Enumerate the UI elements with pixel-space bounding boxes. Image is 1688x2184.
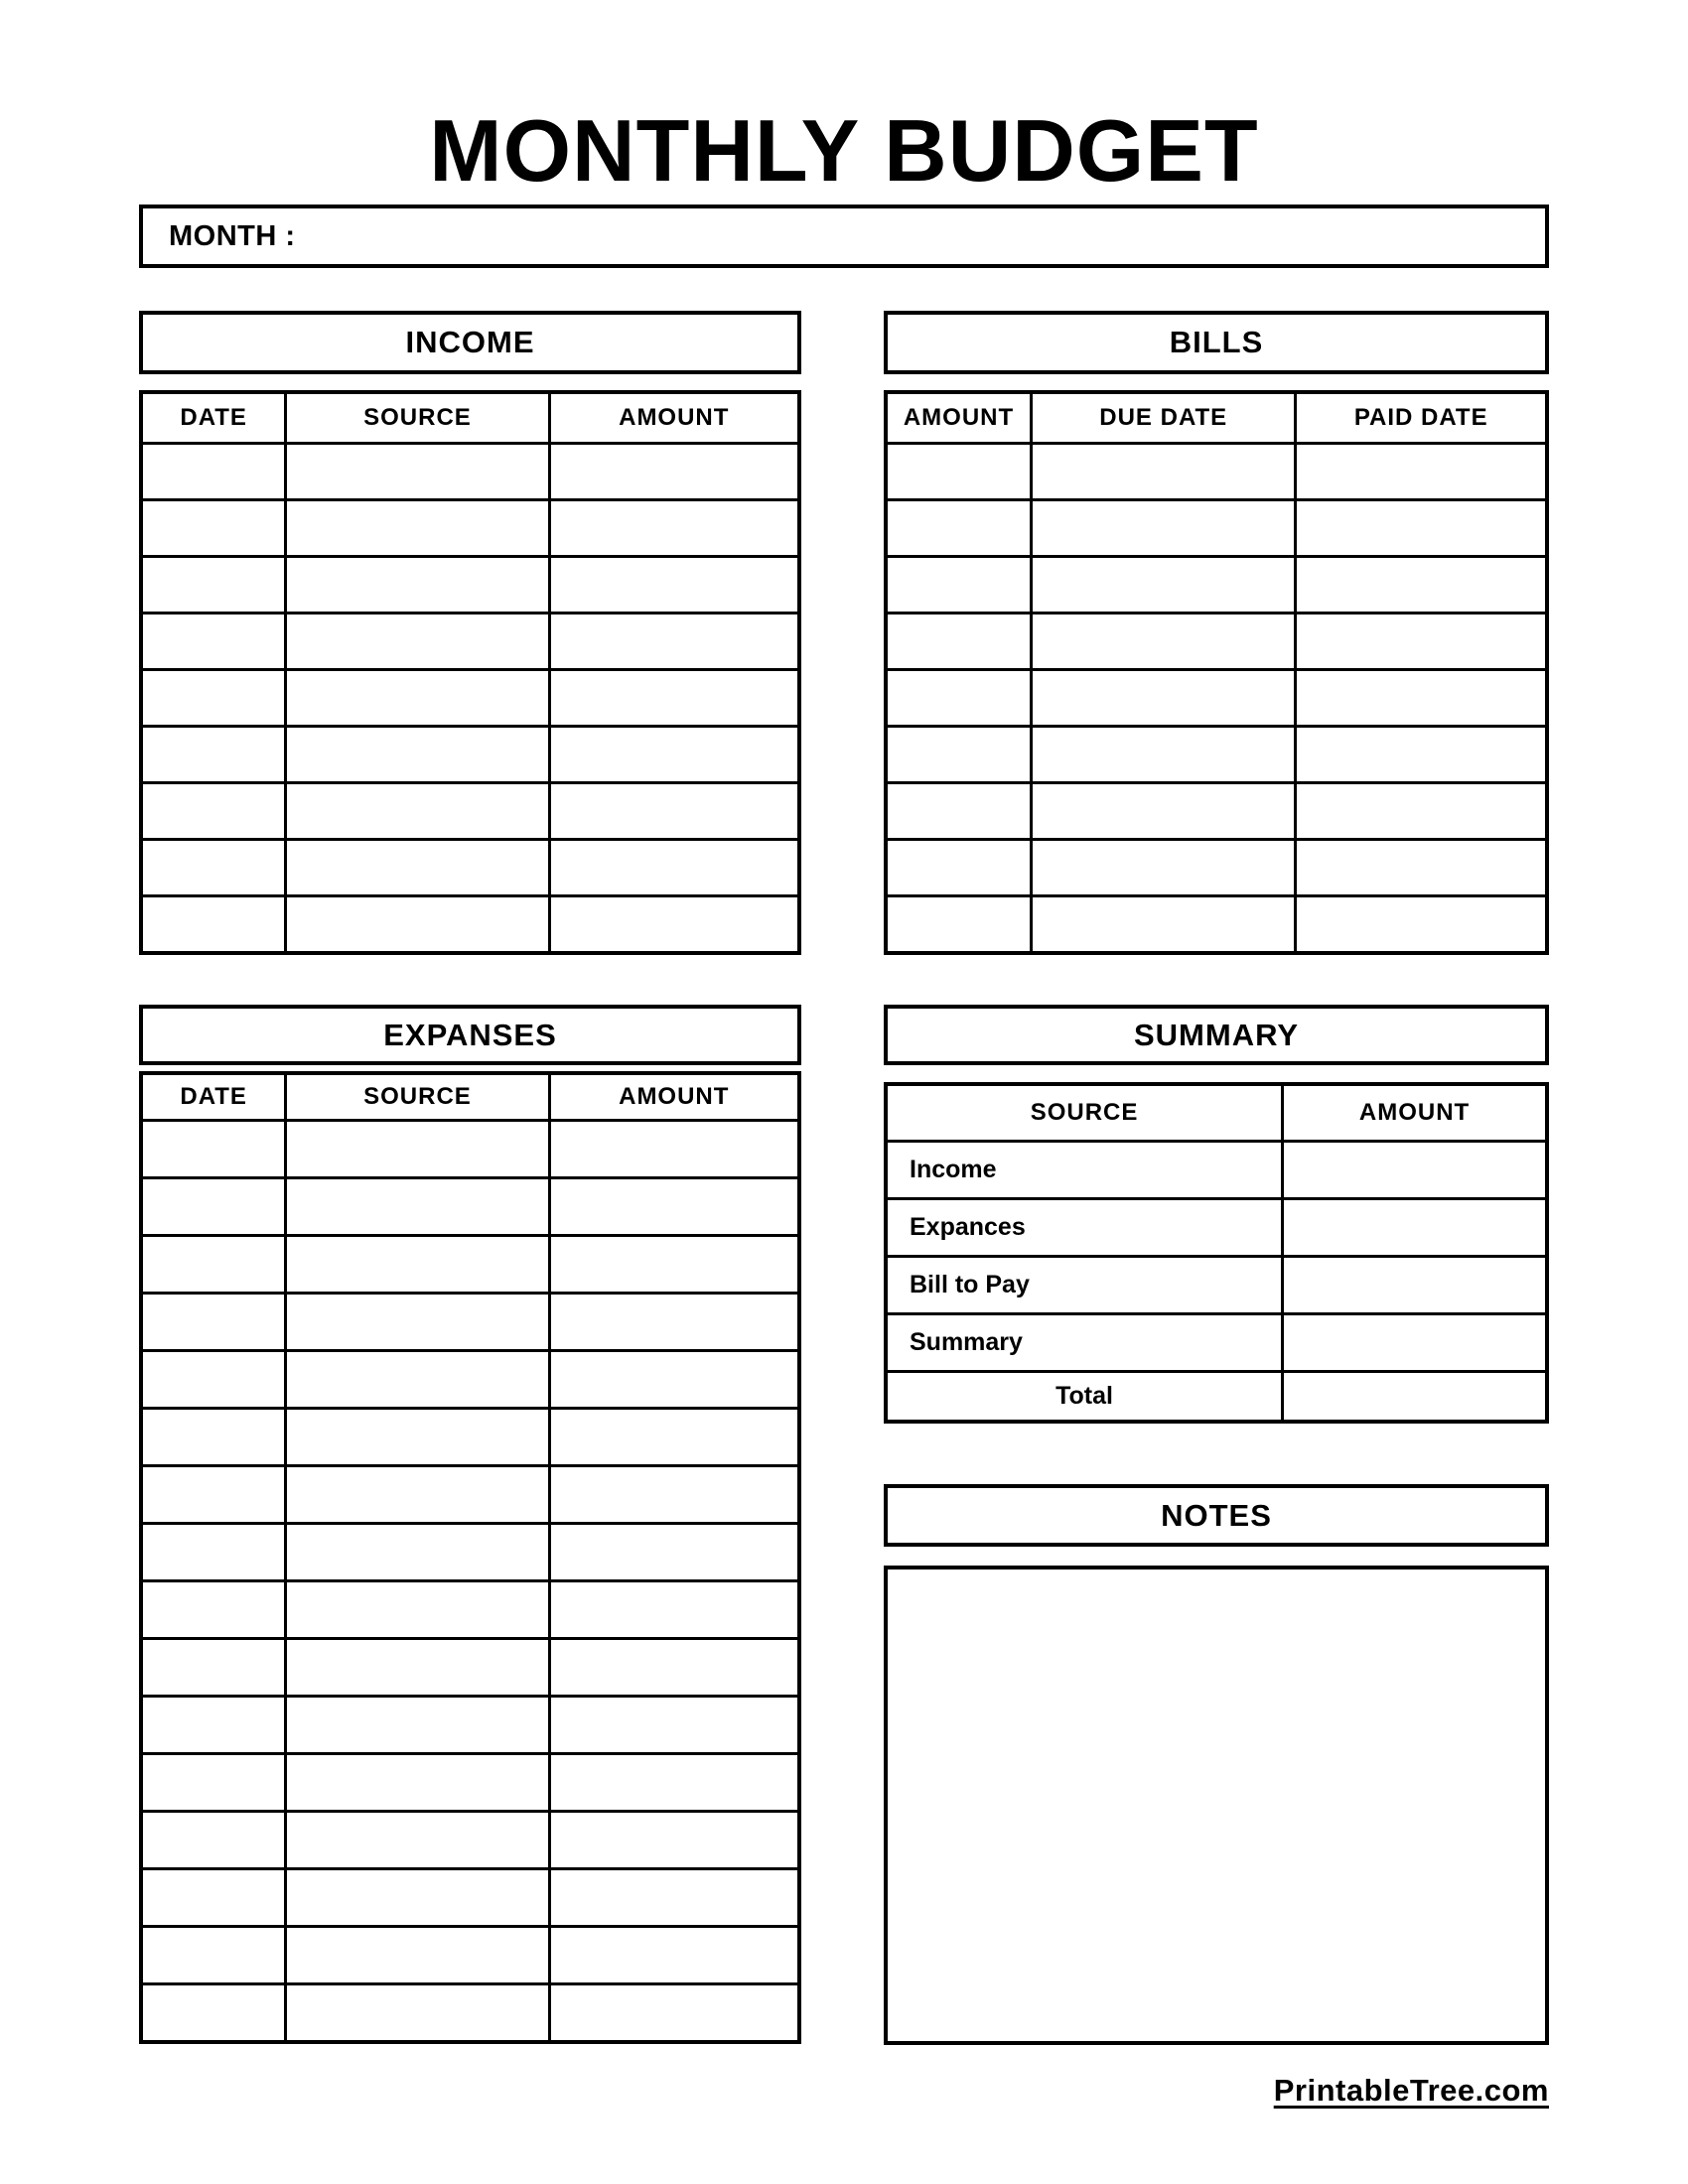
- empty-cell: [286, 557, 549, 614]
- table-row: [886, 557, 1547, 614]
- table-row: [886, 444, 1547, 500]
- empty-cell: [1296, 727, 1547, 783]
- row-label-cell: Expances: [886, 1199, 1283, 1257]
- table-row: [141, 783, 799, 840]
- empty-cell: [1296, 840, 1547, 896]
- empty-cell: [1296, 500, 1547, 557]
- empty-cell: [1032, 557, 1296, 614]
- expanses-section-header: EXPANSES: [139, 1005, 801, 1065]
- notes-section-header: NOTES: [884, 1484, 1549, 1547]
- table-row: [141, 1351, 799, 1409]
- empty-cell: [1032, 783, 1296, 840]
- empty-cell: [549, 1639, 799, 1697]
- empty-cell: [549, 1754, 799, 1812]
- table-row: [141, 1178, 799, 1236]
- empty-cell: [549, 1984, 799, 2043]
- summary-table-container: [884, 1082, 1549, 1424]
- table-row: [886, 670, 1547, 727]
- empty-cell: [1296, 557, 1547, 614]
- empty-cell: [549, 557, 799, 614]
- column-header: AMOUNT: [1283, 1084, 1547, 1142]
- empty-cell: [549, 1581, 799, 1639]
- empty-cell: [286, 840, 549, 896]
- empty-cell: [886, 840, 1032, 896]
- column-header: DUE DATE: [1032, 392, 1296, 444]
- page-title: MONTHLY BUDGET: [429, 101, 1259, 200]
- empty-cell: [549, 670, 799, 727]
- total-label-cell: Total: [886, 1372, 1283, 1423]
- empty-cell: [141, 1927, 286, 1984]
- empty-cell: [141, 1869, 286, 1927]
- table-row: [141, 1812, 799, 1869]
- row-label-cell: Summary: [886, 1314, 1283, 1372]
- bills-table-container: [884, 390, 1549, 955]
- table-row: [141, 1581, 799, 1639]
- summary-table: [884, 1082, 1549, 1424]
- column-header: AMOUNT: [886, 392, 1032, 444]
- table-row: [141, 896, 799, 954]
- table-row: [141, 1927, 799, 1984]
- column-header: SOURCE: [286, 392, 549, 444]
- empty-cell: [1296, 670, 1547, 727]
- empty-cell: [286, 1236, 549, 1294]
- empty-cell: [141, 1178, 286, 1236]
- table-row: [141, 500, 799, 557]
- empty-cell: [1283, 1372, 1547, 1423]
- table-row: [141, 1524, 799, 1581]
- empty-cell: [141, 500, 286, 557]
- empty-cell: [141, 444, 286, 500]
- empty-cell: [549, 896, 799, 954]
- table-row: [141, 727, 799, 783]
- header-row: [886, 1084, 1547, 1142]
- summary-section-header: SUMMARY: [884, 1005, 1549, 1065]
- empty-cell: [1283, 1199, 1547, 1257]
- empty-cell: [1032, 727, 1296, 783]
- table-row: [141, 1236, 799, 1294]
- empty-cell: [286, 1927, 549, 1984]
- row-label-cell: Bill to Pay: [886, 1257, 1283, 1314]
- empty-cell: [886, 444, 1032, 500]
- empty-cell: [286, 444, 549, 500]
- empty-cell: [286, 1121, 549, 1178]
- empty-cell: [286, 1697, 549, 1754]
- empty-cell: [549, 1121, 799, 1178]
- table-row: [886, 840, 1547, 896]
- empty-cell: [549, 1351, 799, 1409]
- empty-cell: [549, 1178, 799, 1236]
- empty-cell: [286, 614, 549, 670]
- empty-cell: [549, 1236, 799, 1294]
- empty-cell: [141, 840, 286, 896]
- empty-cell: [1032, 444, 1296, 500]
- empty-cell: [141, 783, 286, 840]
- income-section-header: INCOME: [139, 311, 801, 374]
- table-row: [886, 614, 1547, 670]
- empty-cell: [286, 1466, 549, 1524]
- empty-cell: [286, 1524, 549, 1581]
- empty-cell: [286, 1178, 549, 1236]
- empty-cell: [141, 1121, 286, 1178]
- table-row: [141, 1639, 799, 1697]
- table-row: [141, 840, 799, 896]
- empty-cell: [286, 1351, 549, 1409]
- row-label-cell: Income: [886, 1142, 1283, 1199]
- empty-cell: [886, 557, 1032, 614]
- table-row: [141, 1754, 799, 1812]
- empty-cell: [141, 1639, 286, 1697]
- empty-cell: [549, 1697, 799, 1754]
- empty-cell: [549, 500, 799, 557]
- empty-cell: [286, 500, 549, 557]
- table-row: [141, 1121, 799, 1178]
- empty-cell: [286, 727, 549, 783]
- table-row: [141, 1409, 799, 1466]
- table-row: [886, 1314, 1547, 1372]
- empty-cell: [1296, 444, 1547, 500]
- empty-cell: [1283, 1314, 1547, 1372]
- empty-cell: [549, 1812, 799, 1869]
- notes-area: [884, 1566, 1549, 2045]
- table-row: [141, 1869, 799, 1927]
- table-row: [141, 1697, 799, 1754]
- empty-cell: [141, 1466, 286, 1524]
- empty-cell: [549, 1294, 799, 1351]
- empty-cell: [286, 1294, 549, 1351]
- empty-cell: [1032, 896, 1296, 954]
- empty-cell: [141, 1236, 286, 1294]
- column-header: DATE: [141, 392, 286, 444]
- empty-cell: [1296, 783, 1547, 840]
- empty-cell: [141, 614, 286, 670]
- column-header: AMOUNT: [549, 1073, 799, 1121]
- table-row: [141, 614, 799, 670]
- table-row: [886, 1199, 1547, 1257]
- income-table: [139, 390, 801, 955]
- empty-cell: [549, 1409, 799, 1466]
- empty-cell: [141, 1294, 286, 1351]
- empty-cell: [886, 727, 1032, 783]
- table-row: [886, 500, 1547, 557]
- empty-cell: [286, 1581, 549, 1639]
- column-header: PAID DATE: [1296, 392, 1547, 444]
- table-row: [141, 557, 799, 614]
- empty-cell: [141, 1697, 286, 1754]
- table-row: [141, 670, 799, 727]
- empty-cell: [1296, 896, 1547, 954]
- empty-cell: [549, 444, 799, 500]
- empty-cell: [141, 1351, 286, 1409]
- empty-cell: [141, 557, 286, 614]
- header-row: [141, 1073, 799, 1121]
- empty-cell: [286, 896, 549, 954]
- month-label: MONTH :: [169, 219, 296, 252]
- empty-cell: [141, 727, 286, 783]
- empty-cell: [886, 614, 1032, 670]
- empty-cell: [1032, 840, 1296, 896]
- empty-cell: [141, 896, 286, 954]
- empty-cell: [141, 1524, 286, 1581]
- empty-cell: [549, 1869, 799, 1927]
- empty-cell: [1283, 1142, 1547, 1199]
- empty-cell: [286, 1812, 549, 1869]
- empty-cell: [141, 1812, 286, 1869]
- empty-cell: [886, 670, 1032, 727]
- empty-cell: [549, 1927, 799, 1984]
- empty-cell: [1032, 670, 1296, 727]
- empty-cell: [549, 840, 799, 896]
- empty-cell: [549, 1524, 799, 1581]
- empty-cell: [549, 783, 799, 840]
- empty-cell: [286, 1984, 549, 2043]
- table-row: [141, 1466, 799, 1524]
- table-row: [886, 1257, 1547, 1314]
- empty-cell: [286, 783, 549, 840]
- bills-table: [884, 390, 1549, 955]
- empty-cell: [286, 670, 549, 727]
- empty-cell: [286, 1754, 549, 1812]
- empty-cell: [1032, 500, 1296, 557]
- empty-cell: [1296, 614, 1547, 670]
- header-row: [886, 392, 1547, 444]
- footer-site-link[interactable]: PrintableTree.com: [1273, 2073, 1549, 2108]
- empty-cell: [286, 1409, 549, 1466]
- column-header: SOURCE: [286, 1073, 549, 1121]
- table-row: [141, 1984, 799, 2043]
- empty-cell: [886, 783, 1032, 840]
- empty-cell: [549, 727, 799, 783]
- empty-cell: [886, 896, 1032, 954]
- empty-cell: [141, 1984, 286, 2043]
- column-header: AMOUNT: [549, 392, 799, 444]
- empty-cell: [549, 1466, 799, 1524]
- table-row: [141, 444, 799, 500]
- empty-cell: [141, 1409, 286, 1466]
- column-header: DATE: [141, 1073, 286, 1121]
- empty-cell: [886, 500, 1032, 557]
- table-row: [141, 1294, 799, 1351]
- month-field: [139, 205, 1549, 268]
- column-header: SOURCE: [886, 1084, 1283, 1142]
- empty-cell: [1283, 1257, 1547, 1314]
- empty-cell: [141, 1754, 286, 1812]
- empty-cell: [141, 1581, 286, 1639]
- empty-cell: [141, 670, 286, 727]
- table-row: [886, 783, 1547, 840]
- bills-section-header: BILLS: [884, 311, 1549, 374]
- empty-cell: [549, 614, 799, 670]
- expanses-table: [139, 1071, 801, 2044]
- header-row: [141, 392, 799, 444]
- table-row: [886, 1372, 1547, 1423]
- empty-cell: [1032, 614, 1296, 670]
- empty-cell: [286, 1639, 549, 1697]
- table-row: [886, 1142, 1547, 1199]
- table-row: [886, 727, 1547, 783]
- empty-cell: [286, 1869, 549, 1927]
- table-row: [886, 896, 1547, 954]
- expanses-table-container: [139, 1071, 801, 2044]
- income-table-container: [139, 390, 801, 955]
